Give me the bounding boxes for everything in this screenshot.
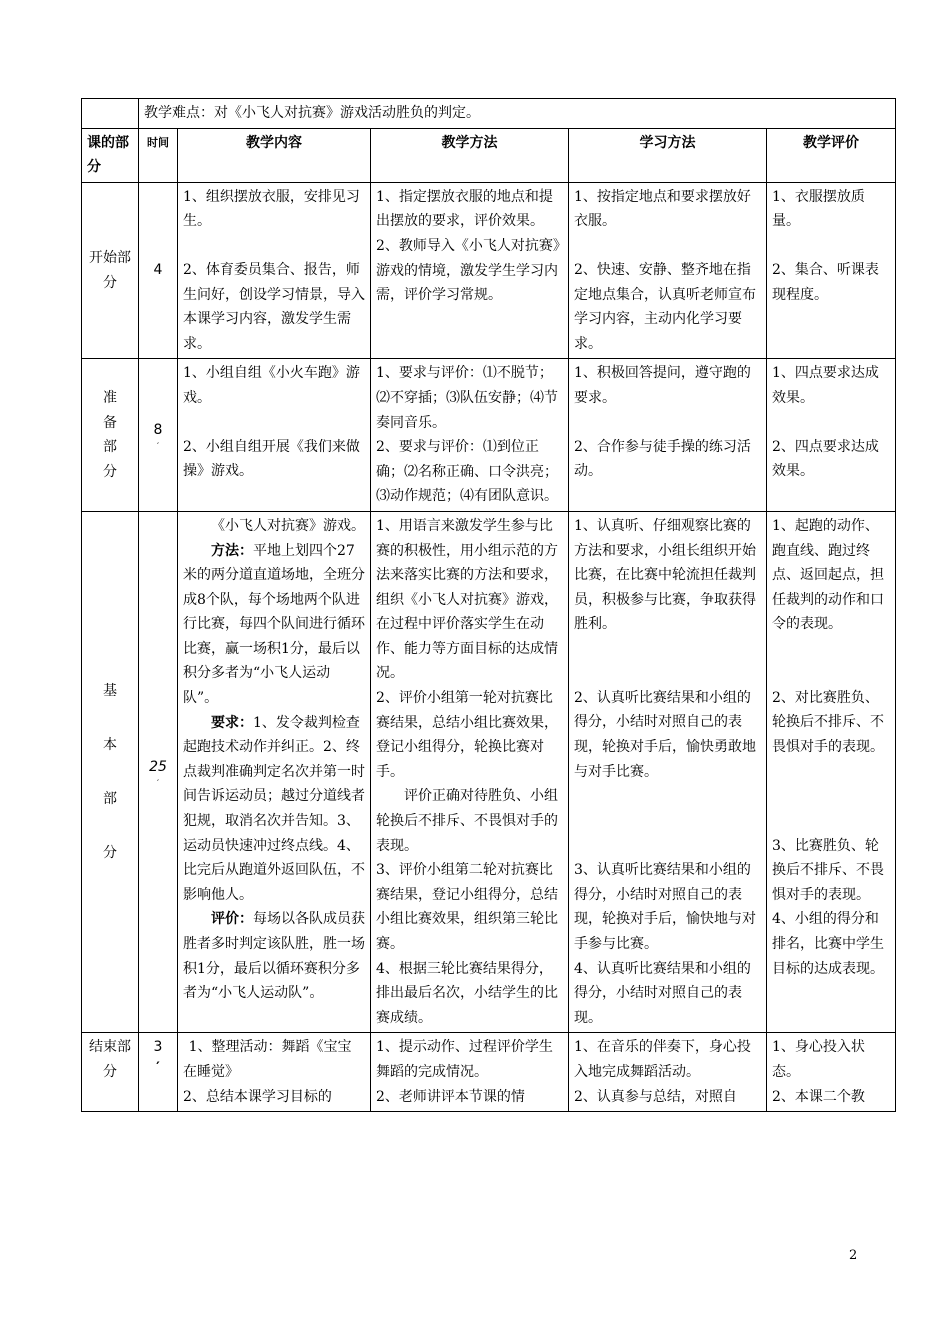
start-method-1: 1、指定摆放衣服的地点和提出摆放的要求，评价效果。: [376, 188, 553, 230]
header-time: 时间: [139, 128, 178, 182]
start-content-cell: [178, 182, 371, 359]
prep-content-1: 1、小组自组《小火车跑》游戏。: [183, 365, 360, 406]
prep-learning-cell: [569, 359, 767, 512]
end-content-1: 1、整理活动：舞蹈《宝宝在睡觉》: [183, 1039, 352, 1080]
basic-method-3: 3、评价小组第二轮对抗赛比赛结果，登记小组得分，总结小组比赛效果，组织第三轮比赛。: [376, 862, 558, 952]
end-eval-2: 2、本课二个教: [772, 1088, 865, 1105]
basic-label-char: 分: [103, 845, 117, 862]
header-learning: 学习方法: [569, 128, 767, 182]
prep-method-cell: [371, 359, 569, 512]
start-content-1: 1、组织摆放衣服，安排见习生。: [183, 188, 360, 230]
end-part-label: 结束部分: [82, 1033, 139, 1112]
end-eval-cell: [767, 1033, 896, 1112]
page-number: 2: [849, 1248, 858, 1263]
header-evaluation: 教学评价: [767, 128, 896, 182]
requirements-label: 要求：: [211, 714, 253, 731]
end-learning-1: 1、在音乐的伴奏下，身心投入地完成舞蹈活动。: [574, 1039, 751, 1080]
start-section-row: [82, 182, 896, 359]
basic-eval-3: 3、比赛胜负、轮换后不排斥、不畏惧对手的表现。: [772, 837, 884, 903]
end-method-cell: [371, 1033, 569, 1112]
method-label: 方法：: [211, 542, 253, 559]
basic-content-method: [183, 539, 365, 711]
prep-section-row: [82, 359, 896, 512]
start-learning-2: 2、快速、安静、整齐地在指定地点集合，认真听老师宣布学习内容，主动内化学习要求。: [574, 261, 756, 352]
start-learning-1: 1、按指定地点和要求摆放好衣服。: [574, 188, 751, 230]
evaluation-text: 每场以各队成员获胜者多时判定该队胜，胜一场积1分，最后以循环赛积分多者为“小飞人运动队”。: [183, 911, 365, 1002]
method-text: 平地上划四个27米的两分道直道场地，全班分成8个队，每个场地两个队进行比赛，每四个队间进行循环比赛，赢一场积1分，最后以积分多者为“小飞人运动队”。: [183, 542, 365, 707]
prep-part-label: [82, 359, 139, 512]
prep-time-cell: [139, 359, 178, 512]
end-section-row: [82, 1033, 896, 1112]
end-learning-cell: [569, 1033, 767, 1112]
prep-eval-1: 1、四点要求达成效果。: [772, 365, 879, 406]
basic-method-2: 2、评价小组第一轮对抗赛比赛结果，总结小组比赛效果，登记小组得分，轮换比赛对手。: [376, 690, 558, 780]
prep-time: 8: [153, 421, 163, 438]
prep-label-char: 部: [103, 439, 117, 456]
basic-method-1: 1、用语言来激发学生参与比赛的积极性，用小组示范的方法来落实比赛的方法和要求，组织《小飞人对抗赛》游戏，在过程中评价落实学生在动作、能力等方面目标的达成情况。: [376, 517, 558, 682]
basic-label-char: 本: [103, 737, 117, 754]
lesson-plan-table: [81, 98, 896, 1112]
prep-label-char: 备: [103, 414, 117, 431]
header-part: 课的部分: [82, 128, 139, 182]
basic-section-row: [82, 511, 896, 1033]
basic-time: 25: [149, 758, 167, 775]
start-method-2: 2、教师导入《小飞人对抗赛》游戏的情境，激发学生学习内需，评价学习常规。: [376, 237, 560, 304]
basic-content-requirements: [183, 711, 365, 908]
prep-time-mark: ′: [156, 442, 160, 453]
basic-label-char: 基: [103, 683, 117, 700]
requirements-text: 1、发令裁判检查起跑技术动作并纠正。2、终点裁判准确判定名次并第一时间告诉运动员；越过分道线者犯规，取消名次并告知。3、运动员快速冲过终点线。4、比完后从跑道外返回队伍，不影响他人。: [183, 714, 365, 903]
basic-time-mark: ′: [156, 779, 160, 790]
prep-content-cell: [178, 359, 371, 512]
end-eval-1: 1、身心投入状态。: [772, 1039, 865, 1080]
basic-method-cell: [371, 511, 569, 1033]
basic-content-title: 《小飞人对抗赛》游戏。: [211, 517, 365, 534]
end-time: 3: [153, 1039, 163, 1056]
end-content-cell: [178, 1033, 371, 1112]
prep-learning-1: 1、积极回答提问，遵守跑的要求。: [574, 365, 751, 406]
evaluation-label: 评价：: [211, 911, 253, 928]
end-method-1: 1、提示动作、过程评价学生舞蹈的完成情况。: [376, 1039, 553, 1080]
start-eval-2: 2、集合、听课表现程度。: [772, 261, 879, 303]
header-method: 教学方法: [371, 128, 569, 182]
prep-eval-2: 2、四点要求达成效果。: [772, 438, 879, 480]
header-content: 教学内容: [178, 128, 371, 182]
basic-content-cell: [178, 511, 371, 1033]
start-method-cell: [371, 182, 569, 359]
start-content-2: 2、体育委员集合、报告，师生问好，创设学习情景，导入本课学习内容，激发学生需求。: [183, 261, 365, 352]
basic-learning-4: 4、认真听比赛结果和小组的得分，小结时对照自己的表现。: [574, 960, 751, 1026]
difficulty-blank-cell: [82, 99, 139, 129]
basic-learning-cell: [569, 511, 767, 1033]
end-time-cell: [139, 1033, 178, 1112]
prep-eval-cell: [767, 359, 896, 512]
start-eval-cell: [767, 182, 896, 359]
end-learning-2: 2、认真参与总结，对照自: [574, 1088, 737, 1105]
basic-eval-cell: [767, 511, 896, 1033]
basic-method-4: 4、根据三轮比赛结果得分，排出最后名次，小结学生的比赛成绩。: [376, 960, 558, 1026]
basic-learning-1: 1、认真听、仔细观察比赛的方法和要求，小组长组织开始比赛，在比赛中轮流担任裁判员，积极参与比赛，争取获得胜利。: [574, 517, 756, 633]
basic-part-label: [82, 511, 139, 1033]
basic-eval-4: 4、小组的得分和排名，比赛中学生目标的达成表现。: [772, 911, 884, 977]
prep-method-2: 2、要求与评价：⑴到位正确；⑵名称正确、口令洪亮；⑶动作规范；⑷有团队意识。: [376, 439, 558, 505]
basic-content-evaluation: [183, 907, 365, 1005]
basic-method-2b: 评价正确对待胜负、小组轮换后不排斥、不畏惧对手的表现。: [376, 788, 558, 854]
start-eval-1: 1、衣服摆放质量。: [772, 188, 865, 230]
prep-label-char: 分: [103, 463, 117, 480]
end-content-2: 2、总结本课学习目标的: [183, 1088, 332, 1105]
prep-label-char: 准: [103, 389, 117, 406]
basic-label-char: 部: [103, 791, 117, 808]
header-row: [82, 128, 896, 182]
basic-time-cell: [139, 511, 178, 1033]
prep-learning-2: 2、合作参与徒手操的练习活动。: [574, 438, 751, 480]
basic-eval-2: 2、对比赛胜负、轮换后不排斥、不畏惧对手的表现。: [772, 689, 884, 756]
start-time: 4: [139, 182, 178, 359]
start-learning-cell: [569, 182, 767, 359]
basic-learning-3: 3、认真听比赛结果和小组的得分，小结时对照自己的表现，轮换对手后，愉快地与对手参与比赛。: [574, 862, 756, 953]
teaching-difficulty: 教学难点：对《小飞人对抗赛》游戏活动胜负的判定。: [139, 99, 896, 129]
basic-eval-1: 1、起跑的动作、跑直线、跑过终点、返回起点，担任裁判的动作和口令的表现。: [772, 517, 884, 633]
prep-method-1: 1、要求与评价：⑴不脱节；⑵不穿插；⑶队伍安静；⑷节奏同音乐。: [376, 365, 558, 431]
start-part-label: 开始部分: [82, 182, 139, 359]
prep-content-2: 2、小组自组开展《我们来做操》游戏。: [183, 438, 360, 480]
end-method-2: 2、老师讲评本节课的情: [376, 1088, 525, 1105]
basic-learning-2: 2、认真听比赛结果和小组的得分，小结时对照自己的表现，轮换对手后，愉快勇敢地与对手比赛。: [574, 689, 756, 780]
end-time-mark: ′: [156, 1060, 160, 1076]
difficulty-row: [82, 99, 896, 129]
